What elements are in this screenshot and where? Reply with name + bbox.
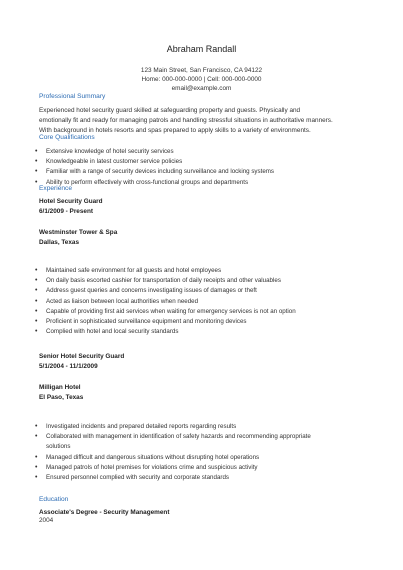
list-item: • Maintained safe environment for all guests and hotel employees [35, 266, 296, 276]
list-item-continuation: solutions [46, 443, 71, 451]
list-item: • Ensured personnel complied with security and corporate standards [35, 473, 311, 483]
list-item: • Ability to perform effectively with cross-functional groups and departments [35, 178, 274, 188]
list-item: • Address guest queries and concerns investigating issues of damages or theft [35, 286, 296, 296]
list-item: • Familiar with a range of security devices including surveillance and locking systems [35, 167, 274, 177]
qualifications-list [35, 147, 274, 188]
list-item: • Extensive knowledge of hotel security services [35, 147, 274, 157]
job-employer: Westminster Tower & Spa [39, 229, 118, 236]
summary-line: With background in hotels resorts and spas prepared to apply skills to a variety of environments. [39, 127, 311, 134]
list-item: • Complied with hotel and local security standards [35, 327, 296, 337]
list-item: • Investigated incidents and prepared detailed reports regarding results [35, 422, 311, 432]
list-item: • Managed patrols of hotel premises for violations crime and suspicious activity [35, 463, 311, 473]
degree: Associate's Degree - Security Management [39, 509, 170, 516]
address: 123 Main Street, San Francisco, CA 94122 [140, 67, 263, 74]
section-heading-summary: Professional Summary [39, 93, 106, 100]
summary-line: Experienced hotel security guard skilled at safeguarding property and guests. Physically and [39, 107, 301, 114]
job-dates: 5/1/2004 - 11/1/2009 [39, 363, 98, 370]
job-dates: 6/1/2009 - Present [39, 208, 93, 215]
job-title: Hotel Security Guard [39, 198, 103, 205]
degree-year: 2004 [39, 517, 54, 524]
job-location: El Paso, Texas [39, 394, 84, 401]
email: email@example.com [171, 85, 232, 92]
job-employer: Milligan Hotel [39, 384, 81, 391]
list-item: • Collaborated with management in identification of safety hazards and recommending appropriate [35, 432, 311, 442]
list-item: • Managed difficult and dangerous situations without disrupting hotel operations [35, 453, 311, 463]
job-location: Dallas, Texas [39, 239, 80, 246]
job-title: Senior Hotel Security Guard [39, 353, 125, 360]
candidate-name: Abraham Randall [166, 44, 237, 54]
section-heading-experience: Experience [39, 185, 72, 192]
list-item: • Knowledgeable in latest customer service policies [35, 157, 274, 167]
phone-numbers: Home: 000-000-0000 | Cell: 000-000-0000 [141, 76, 262, 83]
list-item: • Proficient in sophisticated surveillance equipment and monitoring devices [35, 317, 296, 327]
section-heading-education: Education [39, 496, 69, 503]
section-heading-qualifications: Core Qualifications [39, 134, 95, 141]
summary-line: emotionally fit and ready for managing patrols and handling stressful situations in authoritative manners. [39, 117, 333, 124]
job-duties-list [35, 266, 296, 337]
list-item: • On daily basis escorted cashier for transportation of daily receipts and other valuables [35, 276, 296, 286]
list-item: • Acted as liaison between local authorities when needed [35, 297, 296, 307]
list-item: • Capable of providing first aid services when waiting for emergency services is not an option [35, 307, 296, 317]
job-duties-list [35, 422, 311, 483]
